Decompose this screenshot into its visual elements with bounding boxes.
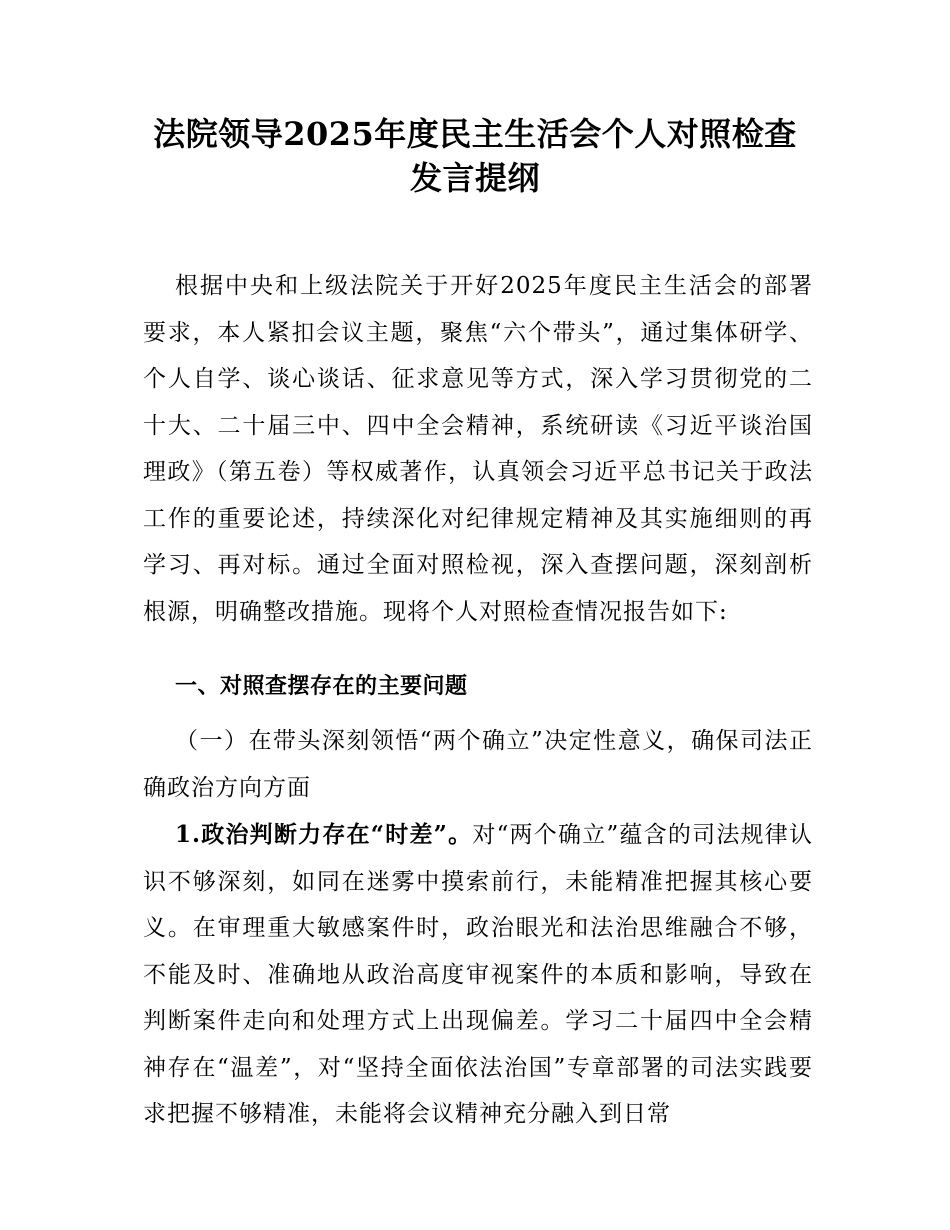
item-1-body: 对“两个确立”蕴含的司法规律认识不够深刻，如同在迷雾中摸索前行，未能精准把握其核心要义。在审理重大敏感案件时，政治眼光和法治思维融合不够，不能及时、准确地从政治高度审视案件的本质和影响，导致在判断案件走向和处理方式上出现偏差。学习二十届四中全会精神存在“温差”，对“坚持全面依法治国”专章部署的司法实践要求把握不够精准，未能将会议精神充分融入到日常 — [143, 822, 813, 1127]
subsection-heading-1: （一）在带头深刻领悟“两个确立”决定性意义，确保司法正确政治方向方面 — [143, 728, 813, 801]
document-title-line-2: 发言提纲 — [409, 159, 540, 197]
intro-paragraph: 根据中央和上级法院关于开好2025年度民主生活会的部署要求，本人紧扣会议主题，聚焦“六个带头”，通过集体研学、个人自学、谈心谈话、征求意见等方式，深入学习贯彻党的二十大、二十届三中、四中全会精神，系统研读《习近平谈治国理政》（第五卷）等权威著作，认真领会习近平总书记关于政法工作的重要论述，持续深化对纪律规定精神及其实施细则的再学习、再对标。通过全面对照检视，深入查摆问题，深刻剖析根源，明确整改措施。现将个人对照检查情况报告如下: — [143, 273, 813, 625]
item-1-paragraph — [143, 812, 813, 1138]
document-title-line-1: 法院领导2025年度民主生活会个人对照检查 — [153, 115, 797, 153]
item-1-lead: 1.政治判断力存在“时差”。 — [175, 821, 473, 848]
section-heading-1: 一、对照查摆存在的主要问题 — [175, 674, 468, 699]
